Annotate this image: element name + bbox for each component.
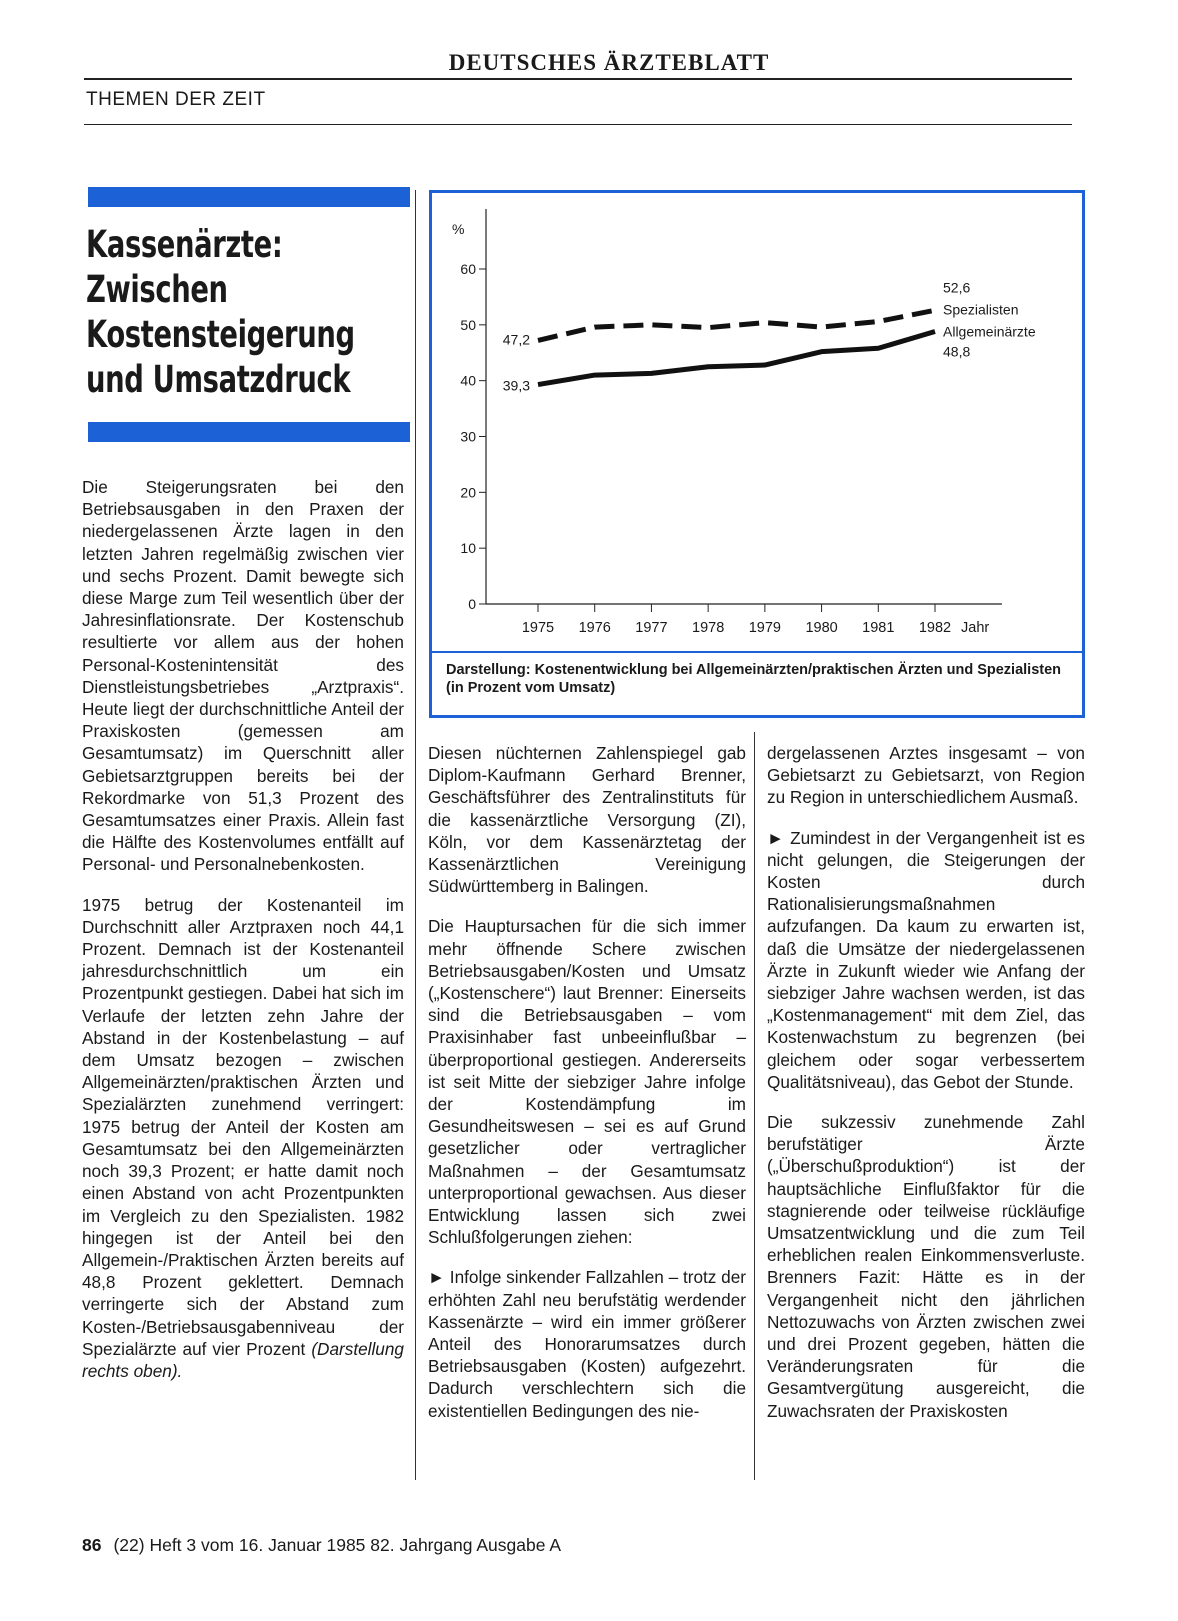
x-tick-label: 1977 bbox=[635, 620, 668, 636]
paragraph bbox=[82, 894, 404, 1382]
y-tick-label: 0 bbox=[468, 596, 476, 612]
series-end-label: 52,6 bbox=[943, 279, 971, 296]
article-column-3 bbox=[767, 742, 1085, 1422]
figure-reference: (Darstellung rechts oben). bbox=[82, 1338, 404, 1381]
section-rule bbox=[84, 124, 1072, 125]
article-column-1 bbox=[82, 476, 404, 1382]
x-tick-label: 1982 bbox=[918, 620, 952, 636]
series-start-label: 47,2 bbox=[502, 331, 530, 348]
headline-line-2: Zwischen bbox=[86, 268, 228, 311]
series-line-allgemeinaerzte bbox=[538, 332, 935, 385]
y-axis-label: % bbox=[452, 221, 465, 237]
x-tick-label: 1981 bbox=[862, 620, 895, 636]
series-line-spezialisten bbox=[538, 310, 935, 340]
paragraph: Die sukzessiv zunehmende Zahl berufstätiger Ärzte („Überschußproduktion“) ist der hauptsächliche Einflußfaktor für die stagnierende oder teilweise rückläufige Umsatzentwicklung und die zum Teil erheblichen realen Einkommensverluste. Brenners Fazit: Hätte es in der Vergangenheit nicht den jährlichen Nettozuwachs von Ärzten zwischen zwei und drei Prozent gegeben, hätten die Veränderungsraten für die Gesamtvergütung ausgereicht, die Zuwachsraten der Praxiskosten bbox=[767, 1112, 1085, 1421]
chart-caption: Darstellung: Kostenentwicklung bei Allgemeinärzten/praktischen Ärzten und Spezialisten (in Prozent vom Umsatz) bbox=[432, 651, 1082, 697]
headline-line-4: und Umsatzdruck bbox=[86, 358, 351, 401]
x-axis-label: Jahr bbox=[961, 620, 990, 636]
y-tick-label: 20 bbox=[460, 484, 476, 501]
x-tick-label: 1980 bbox=[805, 620, 838, 636]
article-column-2 bbox=[428, 742, 746, 1422]
paragraph-text: 1975 betrug der Kostenanteil im Durchschnitt aller Arztpraxen noch 44,1 Prozent. Demnach ist der Kostenanteil jahresdurchschnittlich um ein Prozentpunkt gestiegen. Dabei hat sich im Verlaufe der letzten zehn Jahre der Abstand in der Kostenbelastung – auf dem Umsatz bezogen – zwischen Allgemeinärzten/praktischen Ärzten und Spezialärzten zunehmend verringert: 1975 betrug der Anteil der Kosten am Gesamtumsatz bei den Allgemeinärzten noch 39,3 Prozent; er hatte damit noch einen Abstand von acht Prozentpunkten im Vergleich zu den Spezialisten. 1982 hingegen ist der Anteil bei den Allgemein-/Praktischen Ärzten bereits auf 48,8 Prozent geklettert. Demnach verringerte sich der Abstand zum Kosten-/Betriebsausgabenniveau der Spezialärzte auf vier Prozent bbox=[82, 894, 404, 1359]
paragraph: Diesen nüchternen Zahlenspiegel gab Diplom-Kaufmann Gerhard Brenner, Geschäftsführer des Zentralinstituts für die kassenärztliche Versorgung (ZI), Köln, vor dem Kassenärztetag der Kassenärztlichen Vereinigung Südwürttemberg in Balingen. bbox=[428, 743, 746, 897]
y-tick-label: 40 bbox=[460, 372, 476, 389]
y-tick-label: 50 bbox=[460, 316, 476, 333]
headline-line-1: Kassenärzte: bbox=[86, 223, 283, 266]
series-end-label: 48,8 bbox=[943, 343, 971, 360]
chart-figure bbox=[429, 190, 1085, 718]
y-tick-label: 60 bbox=[460, 261, 476, 277]
headline-bar-bottom bbox=[88, 422, 410, 442]
paragraph: Die Hauptursachen für die sich immer mehr öffnende Schere zwischen Betriebsausgaben/Kosten und Umsatz („Kostenschere“) laut Brenner: Einerseits sind die Betriebsausgaben – vom Praxisinhaber fast unbeeinflußbar – überproportional gestiegen. Andererseits ist seit Mitte der siebziger Jahre infolge der Kostendämpfung im Gesundheitswesen – sei es auf Grund gesetzlicher oder vertraglicher Maßnahmen – der Gesamtumsatz unterproportional gewachsen. Aus dieser Entwicklung lassen sich zwei Schlußfolgerungen ziehen: bbox=[428, 916, 746, 1248]
page-footer bbox=[82, 1535, 561, 1556]
paragraph: Die Steigerungsraten bei den Betriebsausgaben in den Praxen der niedergelassenen Ärzte lagen in den letzten Jahren regelmäßig zwischen vier und sechs Prozent. Damit bewegte sich diese Marge zum Teil wesentlich über der Jahresinflationsrate. Der Kostenschub resultierte vor allem aus der hohen Personal-Kostenintensität des Dienstleistungsbetriebes „Arztpraxis“. Heute liegt der durchschnittliche Anteil der Praxiskosten (gemessen am Gesamtumsatz) im Querschnitt aller Gebietsarztgruppen bereits bei der Rekordmarke von 51,3 Prozent des Gesamtumsatzes einer Praxis. Allein fast die Hälfte des Kostenvolumes entfällt auf Personal- und Personalnebenkosten. bbox=[82, 477, 404, 875]
paragraph: ► Zumindest in der Vergangenheit ist es nicht gelungen, die Steigerungen der Kosten durch Rationalisierungsmaßnahmen aufzufangen. Da kaum zu erwarten ist, daß die Umsätze der niedergelassenen Ärzte in Zukunft wieder wie Anfang der siebziger Jahre wachsen werden, ist das „Kostenmanagement“ mit dem Ziel, das Kostenwachstum zu begrenzen (bei gleichem oder sogar verbessertem Qualitätsniveau), das Gebot der Stunde. bbox=[767, 827, 1085, 1092]
headline-line-3: Kostensteigerung bbox=[86, 313, 355, 356]
paragraph: dergelassenen Arztes insgesamt – von Gebietsarzt zu Gebietsarzt, von Region zu Region in unterschiedlichem Ausmaß. bbox=[767, 743, 1085, 808]
y-tick-label: 10 bbox=[460, 540, 476, 557]
x-tick-label: 1976 bbox=[578, 620, 611, 636]
issue-info: (22) Heft 3 vom 16. Januar 1985 82. Jahrgang Ausgabe A bbox=[113, 1535, 561, 1555]
page-number: 86 bbox=[82, 1535, 102, 1555]
headline-bar-top bbox=[88, 187, 410, 207]
masthead: DEUTSCHES ÄRZTEBLATT bbox=[448, 50, 770, 75]
paragraph: ► Infolge sinkender Fallzahlen – trotz der erhöhten Zahl neu berufstätig werdender Kassenärzte – wird ein immer größerer Anteil des Honorarumsatzes durch Betriebsausgaben (Kosten) aufgezehrt. Dadurch verschlechtern sich die existentiellen Bedingungen des nie- bbox=[428, 1267, 746, 1421]
column-rule-2 bbox=[754, 732, 755, 1480]
column-rule-1 bbox=[415, 190, 416, 1480]
series-name-label: Spezialisten bbox=[943, 301, 1019, 318]
y-tick-label: 30 bbox=[460, 428, 476, 445]
x-tick-label: 1979 bbox=[748, 620, 781, 636]
x-tick-label: 1975 bbox=[521, 620, 555, 636]
series-start-label: 39,3 bbox=[502, 377, 530, 394]
headline bbox=[86, 222, 355, 402]
series-name-label: Allgemeinärzte bbox=[943, 323, 1036, 340]
masthead-rule bbox=[84, 78, 1072, 80]
cost-chart bbox=[432, 193, 1082, 651]
section-label: THEMEN DER ZEIT bbox=[86, 89, 266, 110]
x-tick-label: 1978 bbox=[692, 620, 725, 636]
